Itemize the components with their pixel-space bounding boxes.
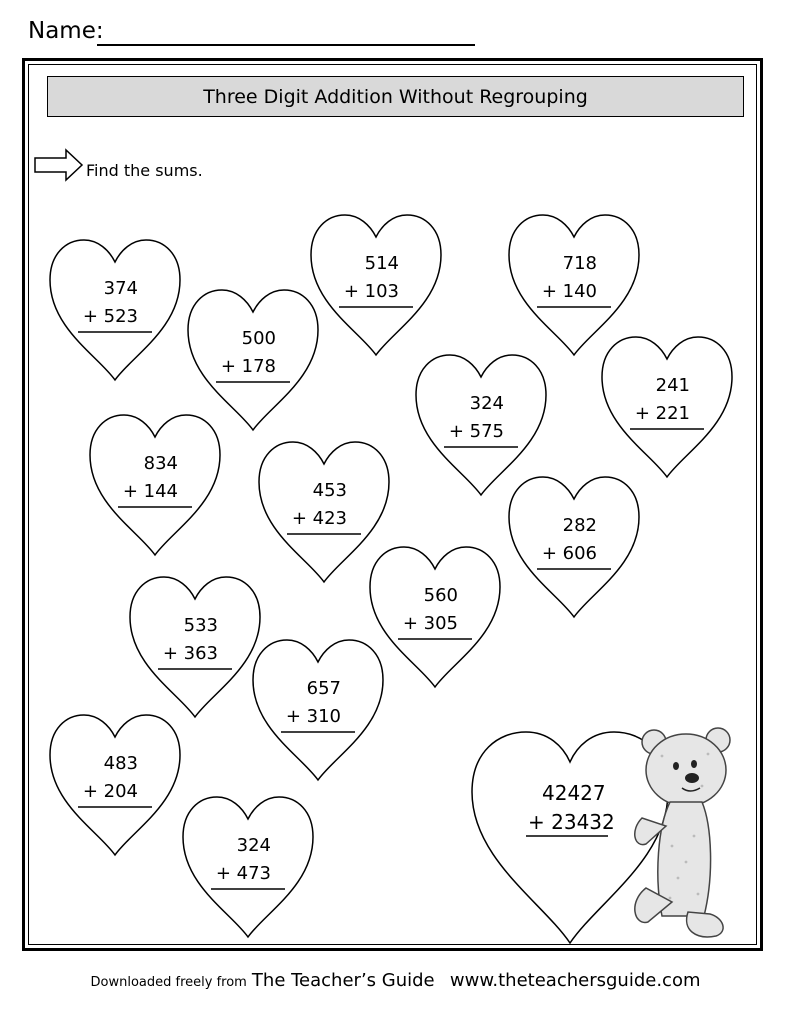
addend-top: 483 [103,753,138,774]
arrow-right-icon [34,148,84,182]
addend-top: 718 [562,253,597,274]
addend-top: 374 [103,278,138,299]
footer [0,970,791,991]
problem-heart-14 [181,795,315,939]
problem-heart-7 [88,413,222,557]
worksheet-title: Three Digit Addition Without Regrouping [47,76,744,117]
bonus-addend-bottom: + 23432 [528,810,615,834]
addend-bottom: + 178 [220,356,276,377]
problem-heart-9 [507,475,641,619]
addend-bottom: + 305 [402,613,458,634]
name-label: Name: [28,18,104,44]
addend-bottom: + 140 [541,281,597,302]
problem-heart-11 [368,545,502,689]
addend-bottom: + 310 [285,706,341,727]
addend-top: 453 [312,480,347,501]
teddy-bear-icon [632,726,734,946]
addend-bottom: + 423 [291,508,347,529]
addend-top: 324 [469,393,504,414]
addend-bottom: + 363 [162,643,218,664]
problem-heart-10 [128,575,262,719]
problem-heart-13 [48,713,182,857]
addend-bottom: + 144 [122,481,178,502]
addend-top: 500 [241,328,276,349]
bonus-addend-top: 42427 [542,781,606,805]
addend-bottom: + 606 [541,543,597,564]
addend-top: 241 [655,375,690,396]
problem-heart-3 [309,213,443,357]
problem-heart-1 [48,238,182,382]
footer-site-name: The Teacher’s Guide [251,970,435,991]
addend-top: 514 [364,253,399,274]
name-line[interactable] [97,44,475,46]
addend-bottom: + 103 [343,281,399,302]
addend-top: 282 [562,515,597,536]
addend-top: 533 [183,615,218,636]
problem-heart-6 [600,335,734,479]
addend-top: 657 [306,678,341,699]
addend-bottom: + 523 [82,306,138,327]
addend-top: 324 [236,835,271,856]
problem-heart-2 [186,288,320,432]
addend-top: 560 [423,585,458,606]
addend-bottom: + 473 [215,863,271,884]
problem-heart-12 [251,638,385,782]
addend-bottom: + 221 [634,403,690,424]
footer-prefix: Downloaded freely from [90,975,247,990]
addend-top: 834 [143,453,178,474]
addend-bottom: + 204 [82,781,138,802]
instruction-text: Find the sums. [86,161,203,180]
footer-url[interactable]: www.theteachersguide.com [449,970,701,991]
addend-bottom: + 575 [448,421,504,442]
